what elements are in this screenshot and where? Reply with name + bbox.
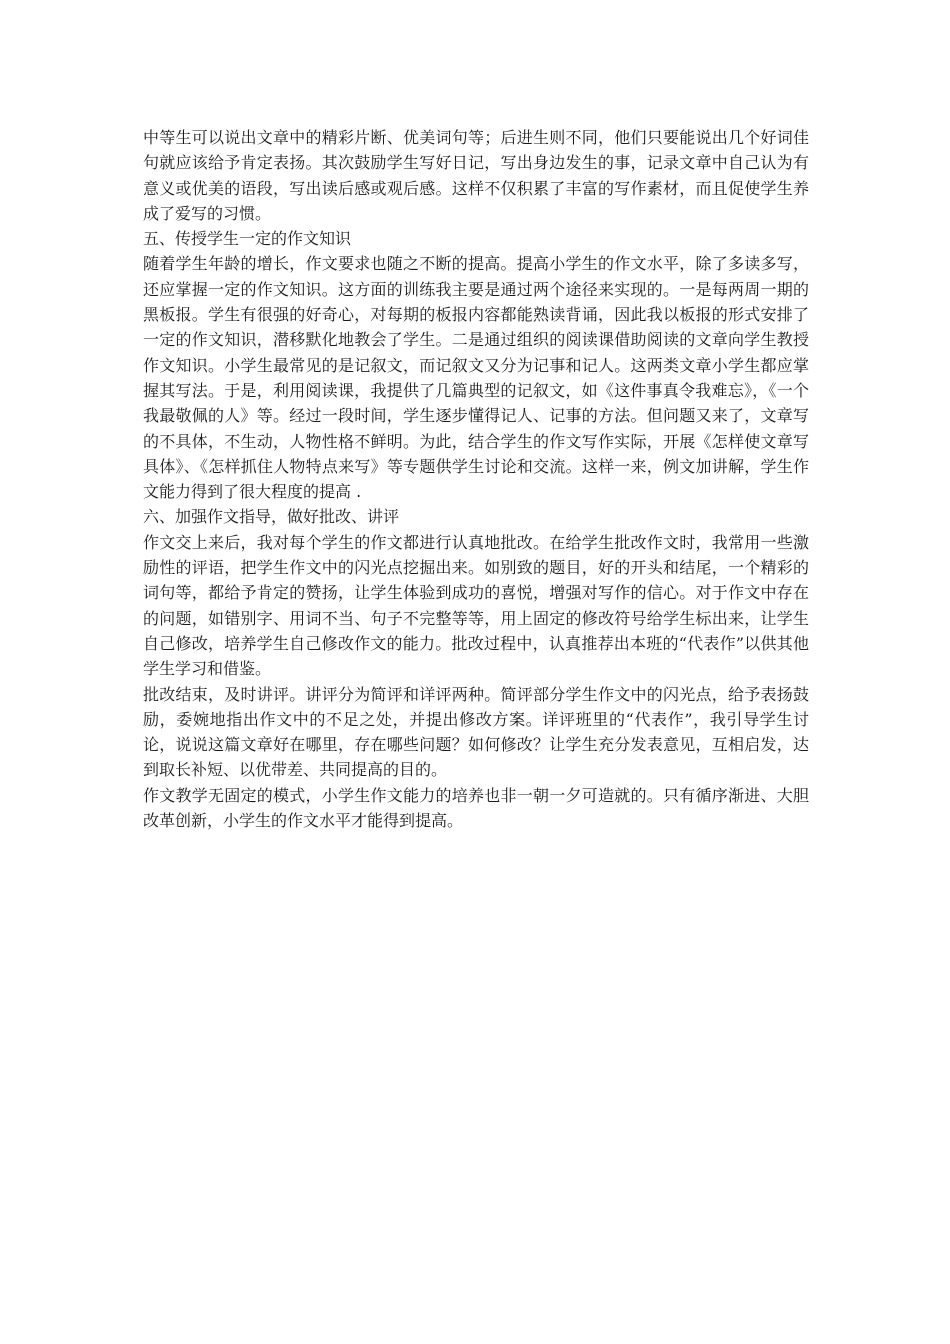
paragraph-writing-knowledge: 随着学生年龄的增长，作文要求也随之不断的提高。提高小学生的作文水平，除了多读多写，还应掌握一定的作文知识。这方面的训练我主要是通过两个途径来实现的。一是每两周一期的黑板报。学生有很强的好奇心，对每期的板报内容都能熟读背诵，因此我以板报的形式安排了一定的作文知识，潜移默化地教会了学生。二是通过组织的阅读课借助阅读的文章向学生教授作文知识。小学生最常见的是记叙文，而记叙文又分为记事和记人。这两类文章小学生都应掌握其写法。于是，利用阅读课，我提供了几篇典型的记叙文，如《这件事真令我难忘》，《一个我最敬佩的人》等。经过一段时间，学生逐步懂得记人、记事的方法。但问题又来了，文章写的不具体，不生动，人物性格不鲜明。为此，结合学生的作文写作实际，开展《怎样使文章写具体》、《怎样抓住人物特点来写》等专题供学生讨论和交流。这样一来，例文加讲解，学生作文能力得到了很大程度的提高 . xyxy=(143,254,809,502)
paragraph-continued: 中等生可以说出文章中的精彩片断、优美词句等；后进生则不同，他们只要能说出几个好词佳句就应该给予肯定表扬。其次鼓励学生写好日记，写出身边发生的事，记录文章中自己认为有意义或优美的语段，写出读后感或观后感。这样不仅积累了丰富的写作素材，而且促使学生养成了爱写的习惯。 xyxy=(143,128,809,223)
paragraph-conclusion: 作文教学无固定的模式，小学生作文能力的培养也非一朝一夕可造就的。只有循序渐进、大胆改革创新，小学生的作文水平才能得到提高。 xyxy=(143,785,809,831)
section-heading-5: 五、传授学生一定的作文知识 xyxy=(143,229,352,249)
section-heading-6: 六、加强作文指导，做好批改、讲评 xyxy=(143,507,400,527)
document-body xyxy=(143,125,809,833)
paragraph-review: 批改结束，及时讲评。讲评分为简评和详评两种。简评部分学生作文中的闪光点，给予表扬鼓励，委婉地指出作文中的不足之处，并提出修改方案。详评班里的“代表作”，我引导学生讨论，说说这篇文章好在哪里，存在哪些问题？如何修改？让学生充分发表意见，互相启发，达到取长补短、以优带差、共同提高的目的。 xyxy=(143,684,809,780)
paragraph-correction: 作文交上来后，我对每个学生的作文都进行认真地批改。在给学生批改作文时，我常用一些激励性的评语，把学生作文中的闪光点挖掘出来。如别致的题目，好的开头和结尾，一个精彩的词句等，都给予肯定的赞扬，让学生体验到成功的喜悦，增强对写作的信心。对于作文中存在的问题，如错别字、用词不当、句子不完整等等，用上固定的修改符号给学生标出来，让学生自己修改，培养学生自己修改作文的能力。批改过程中，认真推荐出本班的“代表作”以供其他学生学习和借鉴。 xyxy=(143,532,809,679)
